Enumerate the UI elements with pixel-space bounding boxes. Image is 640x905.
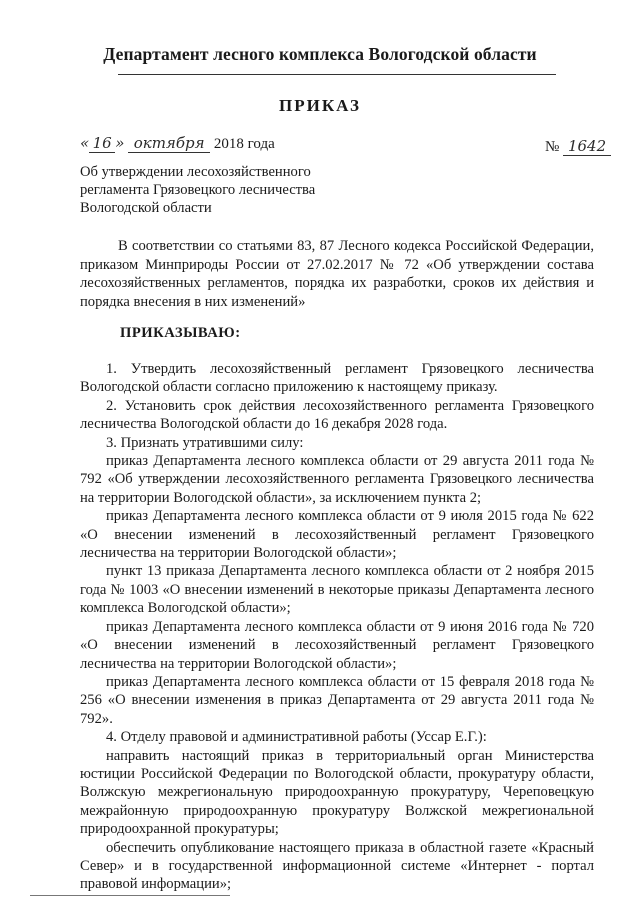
order-body [80, 360, 594, 894]
order-paragraph: 3. Признать утратившими силу: [106, 434, 304, 451]
order-paragraph: приказ Департамента лесного комплекса области от 9 июня 2016 года № 720 «О внесении изменений в лесохозяйственный регламент Грязовецкого лесничества на территории Вологодской области»; [80, 618, 594, 672]
date-line [80, 134, 275, 153]
subject-block [80, 163, 380, 217]
order-paragraph: обеспечить опубликование настоящего приказа в областной газете «Красный Север» и в государственной информационной системе «Интернет - портал правовой информации»; [80, 839, 594, 893]
order-word: ПРИКАЗЫВАЮ: [120, 325, 241, 341]
header-rule [118, 74, 556, 75]
order-paragraph: приказ Департамента лесного комплекса области от 9 июля 2015 года № 622 «О внесении изменений в лесохозяйственный регламент Грязовецкого лесничества на территории Вологодской области»; [80, 508, 594, 562]
subject-line: Об утверждении лесохозяйственного [80, 164, 311, 180]
preamble-paragraph: В соответствии со статьями 83, 87 Лесного кодекса Российской Федерации, приказом Минприроды России от 27.02.2017 № 72 «Об утверждении состава лесохозяйственных регламентов, порядка их разработки, сроков их действия и порядка внесения в них изменений» [80, 238, 594, 310]
number-label: № [545, 139, 560, 155]
date-close-quote: » [115, 134, 125, 152]
subject-line: Вологодской области [80, 200, 212, 216]
subject-line: регламента Грязовецкого лесничества [80, 182, 316, 198]
department-name: Департамент лесного комплекса Вологодской области [103, 44, 537, 64]
order-paragraph: 2. Установить срок действия лесохозяйственного регламента Грязовецкого лесничества Вологодской области до 16 декабря 2028 года. [80, 397, 594, 433]
order-paragraph: 4. Отделу правовой и административной работы (Уссар Е.Г.): [106, 729, 487, 746]
date-year: 2018 года [213, 136, 275, 152]
order-paragraph: 1. Утвердить лесохозяйственный регламент Грязовецкого лесничества Вологодской области согласно приложению к настоящему приказу. [80, 361, 594, 396]
order-paragraph: пункт 13 приказа Департамента лесного комплекса области от 2 ноября 2015 года № 1003 «О внесении изменений в некоторые приказы Департамента лесного комплекса Вологодской области»; [80, 563, 594, 617]
footnote-rule [30, 895, 230, 896]
order-paragraph: приказ Департамента лесного комплекса области от 29 августа 2011 года № 792 «Об утверждении лесохозяйственного регламента Грязовецкого лесничества на территории Вологодской области», за исключением пункта 2; [80, 453, 594, 506]
date-month: октября [128, 134, 210, 153]
order-number-line [545, 137, 611, 156]
document-title: ПРИКАЗ [279, 96, 361, 115]
order-number: 1642 [563, 137, 611, 156]
date-day: 16 [89, 134, 115, 153]
date-open-quote: « [80, 134, 90, 152]
order-paragraph: направить настоящий приказ в территориальный орган Министерства юстиции Российской Федерации по Вологодской области, прокуратуру области, Волжскую межрегиональную природоохранную прокуратуру, Череповецкую межрайонную природоохранную прокуратуру Волжской межрегиональной природоохранной прокуратуры; [80, 747, 594, 838]
order-paragraph: приказ Департамента лесного комплекса области от 15 февраля 2018 года № 256 «О внесении изменения в приказ Департамента от 29 августа 2011 года № 792». [80, 673, 594, 727]
